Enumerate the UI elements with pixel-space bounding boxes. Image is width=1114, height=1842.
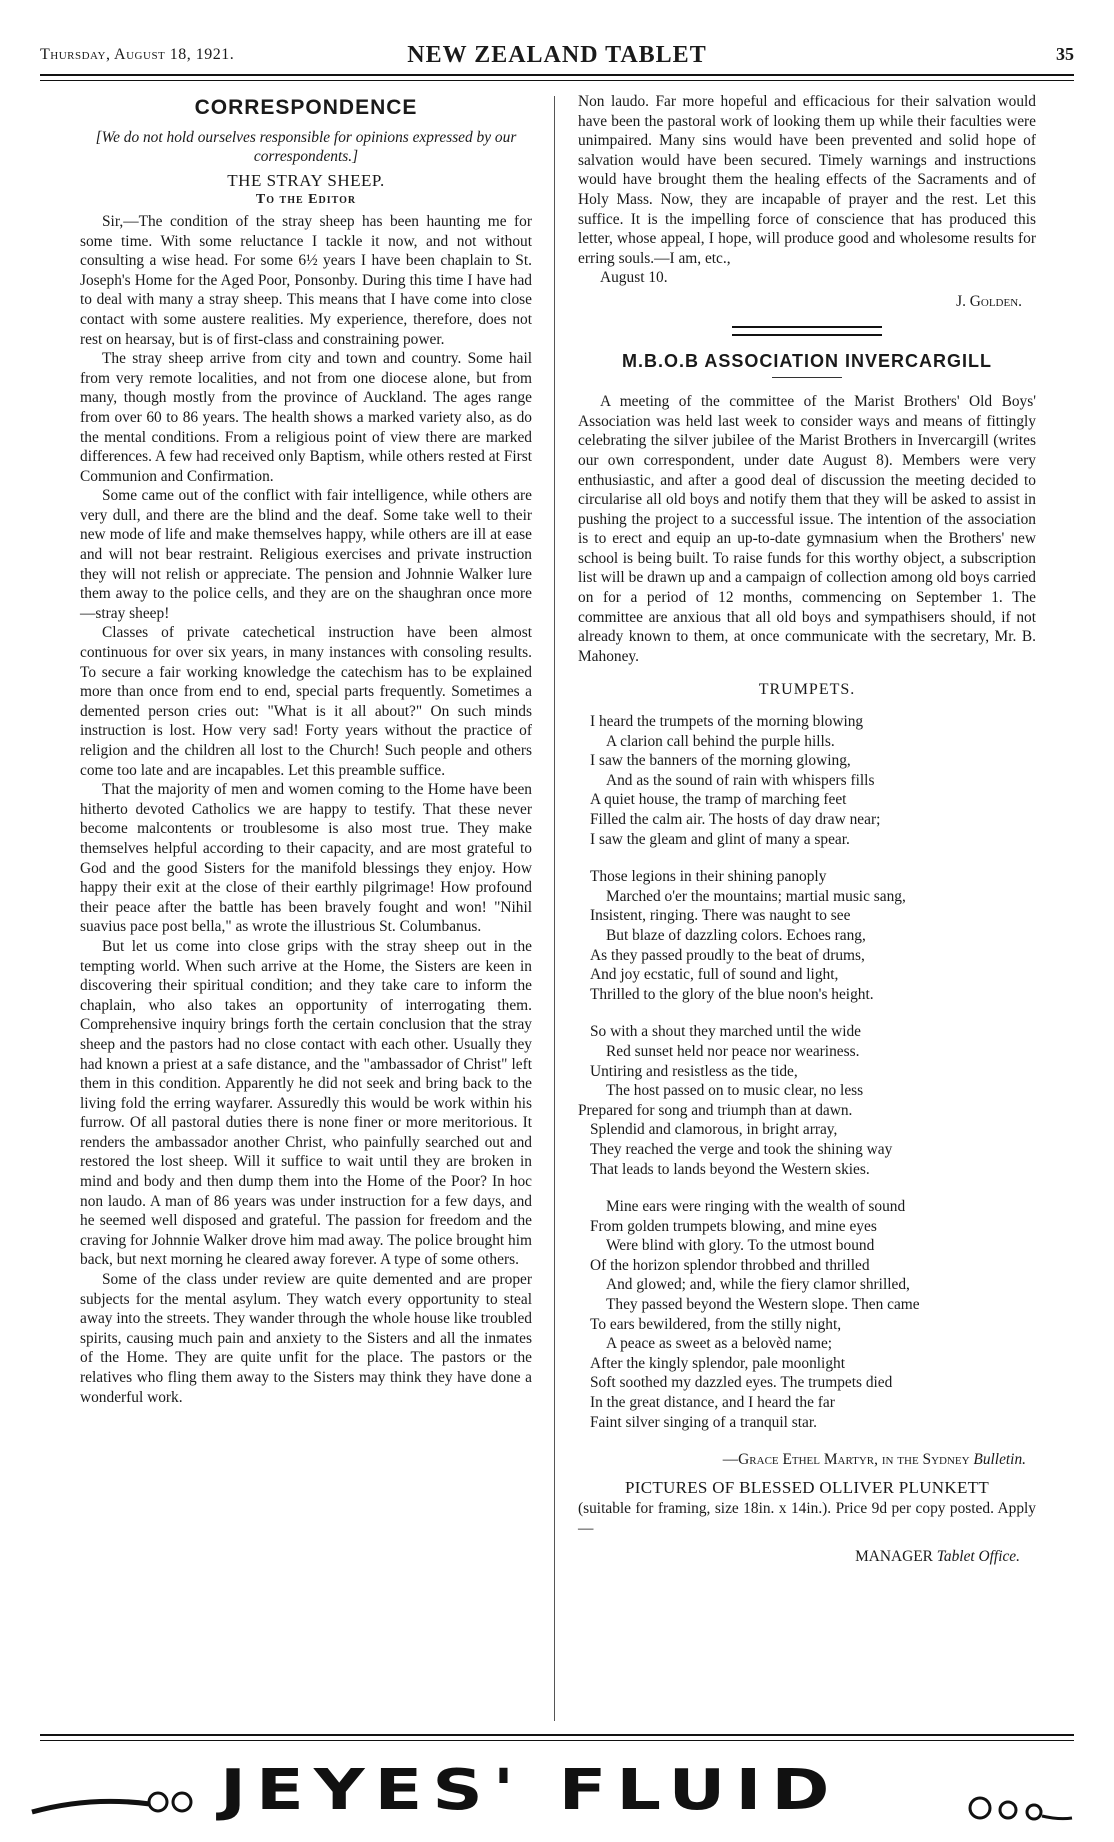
poem-line: A peace as sweet as a belovèd name;	[606, 1335, 833, 1353]
letter-title: THE STRAY SHEEP.	[227, 170, 385, 190]
poem-line: I heard the trumpets of the morning blowing	[590, 713, 864, 731]
letter-signature: J. Golden.	[956, 292, 1022, 310]
poem-line: Red sunset held nor peace nor weariness.	[606, 1042, 860, 1060]
letter-paragraph: Some came out of the conflict with fair intelligence, while others are very dull, and there are the blind and the deaf. Some take well to their new mode of life and make themselves happy, while others are ill at ease and will not bear restraint. Religious exercises and private instruction they will not relish or appreciate. The pension and Johnnie Walker lure them away to the police cells, and they are on the shaughran once more—stray sheep!	[80, 487, 532, 622]
letter-salutation: To the Editor	[255, 192, 357, 208]
footer-rule	[40, 1734, 1074, 1741]
poem-line: Marched o'er the mountains; martial music sang,	[606, 887, 906, 905]
masthead	[40, 40, 1074, 68]
poem-line: To ears bewildered, from the stilly night,	[590, 1315, 842, 1333]
poem-line: And glowed; and, while the fiery clamor shrilled,	[606, 1276, 910, 1294]
poem-line: So with a shout they marched until the wide	[590, 1023, 861, 1041]
column-divider	[554, 96, 555, 1721]
advertisement-banner	[30, 1754, 1074, 1838]
letter-paragraph: But let us come into close grips with the stray sheep out in the tempting world. When such arrive at the Home, the Sisters are keen in discovering their spiritual condition; and they take care to inform the chaplain, who also takes an opportunity of interrogating them. Comprehensive inquiry brings forth the certain conclusion that the stray sheep and the pastors had no close contact with each other. Usually they had known a priest at a safe distance, and the "ambassador of Christ" left them in this condition. Apparently he did not seek and bring back to the living fold the erring wayfarer. Assuredly this would be work within his furrow. Of all pastoral duties there is none finer or more meritorious. It renders the ambassador another Christ, who painfully searched out and restored the lost sheep. Will it suffice to wait until they are broken in mind and body and then dump them into the Home of the Poor? In hoc non laudo. A man of 86 years was under instruction for a few days, and he seemed well disposed and grateful. The passion for freedom and the craving for Johnnie Walker drove him mad away. The police brought him back, but next morning he cleared away forever. A type of some others.	[80, 937, 532, 1269]
letter-paragraph: Sir,—The condition of the stray sheep has been haunting me for some time. With some reluctance I tackle it now, and not without consulting a wise head. For some 6½ years I have been chaplain to St. Joseph's Home for the Aged Poor, Ponsonby. During this time I have had to deal with many a stray sheep. This means that I have come into close contact with some austere realities. My experience, therefore, does not rest on hearsay, but is of first-class and constraining power.	[80, 212, 532, 348]
poem-attribution	[590, 1450, 1036, 1470]
association-heading: M.B.O.B ASSOCIATION INVERCARGILL	[621, 350, 992, 371]
poem-line: The host passed on to music clear, no less	[606, 1082, 864, 1100]
letter-paragraph: That the majority of men and women coming to the Home have been hitherto devoted Catholics we are happy to testify. That these never become malcontents or troublesome is also most true. They make themselves helpful according to their capacity, and are most grateful to God and the good Sisters for the manifold blessings they enjoy. How happy their exit at the close of their earthly pilgrimage! How profound their peace after the battle has been bravely fought and won! "Nihil suavius pace post bella," as wrote the illustrious St. Columbanus.	[80, 781, 532, 936]
notice-manager: MANAGER	[855, 1547, 933, 1565]
association-article: A meeting of the committee of the Marist Brothers' Old Boys' Association was held last week to consider ways and means of fittingly celebrating the silver jubilee of the Marist Brothers in Invercargill (writes our own correspondent, under date August 8). Members were very enthusiastic, and after a good deal of discussion the meeting decided to circularise all old boys and notify them that they will be asked to assist in pushing the project to a successful issue. The intention of the association is to erect and equip an up-to-date gymnasium when the Brothers' new school is being built. To raise funds for this worthy object, a subscription list will be drawn up and a campaign of collection among old boys carried on for a period of 12 months, commencing on September 1. The committee are anxious that all old boys and sympathisers should, if not already known to them, at once communicate with the secretary, Mr. B. Mahoney.	[578, 393, 1036, 665]
notice-heading: PICTURES OF BLESSED OLLIVER PLUNKETT	[624, 1477, 990, 1497]
poem-line: And joy ecstatic, full of sound and light,	[590, 966, 839, 984]
poem-line: Soft soothed my dazzled eyes. The trumpets died	[590, 1374, 893, 1392]
right-column	[578, 92, 1036, 1566]
poem-publication: Bulletin.	[973, 1451, 1026, 1469]
poem-stanza	[590, 867, 1036, 1004]
poem-line: They reached the verge and took the shining way	[590, 1140, 893, 1158]
letter-paragraph: Classes of private catechetical instruction have been almost continuous for over six years, in many instances with consoling results. To secure a fair working knowledge the catechism has to be explained more than once from end to end, special parts frequently. Sometimes a demented person cries out: "What is it all about?" On such minds instruction is lost. How very sad! Forty years without the practice of religion and the children all lost to the Church! Such people and others come too late and are incapables. Let this preamble suffice.	[80, 624, 532, 779]
poem-line: And as the sound of rain with whispers fills	[606, 771, 875, 789]
notice-body: (suitable for framing, size 18in. x 14in.). Price 9d per copy posted. Apply—	[578, 1500, 1036, 1537]
poem-line: Prepared for song and triumph than at dawn.	[578, 1101, 853, 1119]
poem-line: In the great distance, and I heard the far	[590, 1394, 835, 1412]
decorative-swash-left	[30, 1778, 200, 1822]
masthead-rule	[40, 74, 1074, 81]
heading-rule	[772, 377, 842, 378]
poem-line: As they passed proudly to the beat of drums,	[590, 946, 865, 964]
notice-office: Tablet Office.	[936, 1547, 1020, 1565]
poem-line: They passed beyond the Western slope. Then came	[606, 1296, 920, 1314]
letter-paragraph: The stray sheep arrive from city and town and country. Some hail from very remote localities, and not from one diocese alone, but from many, though mostly from the province of Auckland. The ages range from over 60 to 86 years. The health shows a marked variety also, as do the mental conditions. From a religious point of view there are marked differences. A few had received only Baptism, while others rested at First Communion and Confirmation.	[80, 350, 532, 485]
letter-continuation: Non laudo. Far more hopeful and efficacious for their salvation would have been the pastoral work of looking them up while their faculties were unimpaired. Many sins would have been prevented and solid hope of salvation would have been secured. Timely warnings and instructions would have brought them the healing effects of the Sacraments and of Holy Mass. Now, they are incapable of prayer and the rest. Let this suffice. It is the impelling force of conscience that has produced this letter, whose appeal, I hope, will produce good and wholesome results for erring souls.—I am, etc.,	[578, 93, 1036, 267]
poem-stanza	[590, 712, 1036, 849]
issue-date: Thursday, August 18, 1921.	[40, 46, 235, 63]
poem-line: Were blind with glory. To the utmost bound	[606, 1237, 875, 1255]
poem-line: Splendid and clamorous, in bright array,	[590, 1121, 838, 1139]
decorative-swash-right	[964, 1788, 1074, 1828]
poem-line: Thrilled to the glory of the blue noon's height.	[590, 985, 874, 1003]
poem-line: Insistent, ringing. There was naught to see	[590, 907, 851, 925]
notice-contact	[578, 1547, 1036, 1567]
poem-line: Filled the calm air. The hosts of day draw near;	[590, 811, 881, 828]
section-ornament	[732, 326, 882, 336]
poem-stanza	[590, 1197, 1036, 1432]
poem-line: Of the horizon splendor throbbed and thrilled	[590, 1256, 870, 1274]
letter-dateline: August 10.	[600, 269, 668, 287]
poem-line: I saw the banners of the morning glowing,	[590, 752, 851, 770]
poem-line: That leads to lands beyond the Western skies.	[590, 1160, 870, 1178]
poem	[578, 712, 1036, 1470]
letter-paragraph: Some of the class under review are quite demented and are proper subjects for the mental asylum. They watch every opportunity to steal away into the streets. They wander through the whole house like troubled spirits, causing much pain and anxiety to the Sisters and all the inmates of the Home. They are quite unfit for the place. The pastors or the relatives who fling them away to the Sisters may think they have done a wonderful work.	[80, 1271, 532, 1406]
poem-stanza	[578, 1022, 1036, 1179]
poem-line: Mine ears were ringing with the wealth of sound	[606, 1198, 906, 1216]
poem-title: TRUMPETS.	[758, 681, 856, 699]
poem-line: I saw the gleam and glint of many a spear.	[590, 830, 850, 848]
poem-line: From golden trumpets blowing, and mine eyes	[590, 1217, 877, 1235]
poem-line: But blaze of dazzling colors. Echoes rang,	[606, 926, 866, 944]
poem-line: Those legions in their shining panoply	[590, 868, 827, 886]
newspaper-title: NEW ZEALAND TABLET	[407, 42, 707, 68]
poem-line: A quiet house, the tramp of marching feet	[590, 791, 847, 809]
left-column	[80, 92, 532, 1407]
advertisement-brand: JEYES' FLUID	[220, 1757, 840, 1823]
editorial-disclaimer: [We do not hold ourselves responsible for opinions expressed by our correspondents.]	[95, 128, 517, 166]
poem-line: After the kingly splendor, pale moonlight	[590, 1354, 845, 1372]
poem-line: Faint silver singing of a tranquil star.	[590, 1413, 817, 1431]
poem-author: —Grace Ethel Martyr, in the Sydney	[722, 1451, 970, 1469]
page-number: 35	[1056, 44, 1074, 64]
poem-line: A clarion call behind the purple hills.	[606, 732, 835, 750]
poem-line: Untiring and resistless as the tide,	[590, 1062, 798, 1080]
correspondence-heading: CORRESPONDENCE	[194, 96, 418, 119]
